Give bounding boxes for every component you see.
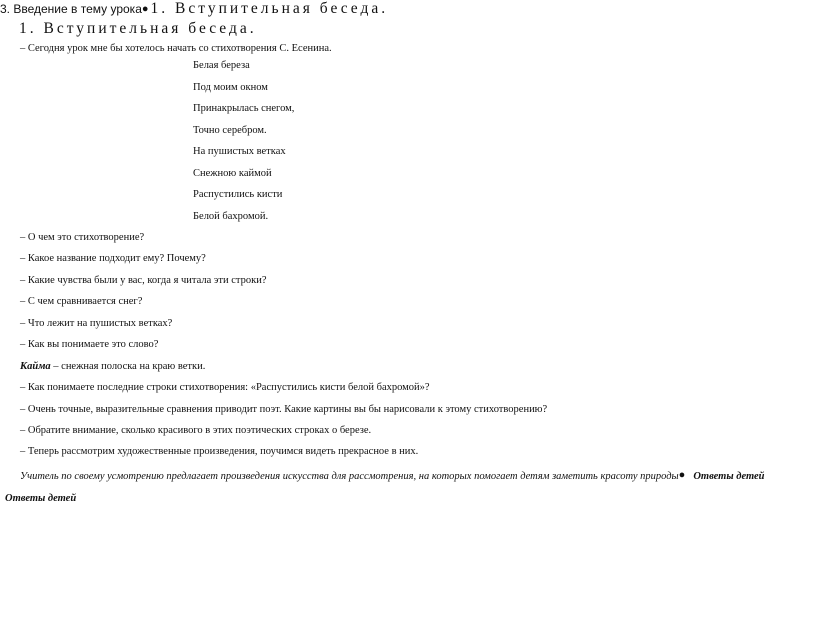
intro-text: – Сегодня урок мне бы хотелось начать со стихотворения С. Есенина.	[20, 43, 332, 54]
question-line: – Какое название подходит ему? Почему?	[20, 253, 206, 264]
section-heading: 1. Вступительная беседа.	[19, 20, 257, 37]
poem-line: Под моим окном	[193, 82, 268, 93]
header-title: 1. Вступительная беседа.	[150, 0, 389, 17]
answers-label: Ответы детей	[693, 471, 765, 482]
question-line: – О чем это стихотворение?	[20, 232, 145, 243]
question-line: – Теперь рассмотрим художественные произведения, поучимся видеть прекрасное в них.	[20, 446, 419, 457]
question-line: – Очень точные, выразительные сравнения приводит поэт. Какие картины вы бы нарисовали к этому стихотворению?	[20, 404, 548, 415]
question-line: – Какие чувства были у вас, когда я читала эти строки?	[20, 275, 267, 286]
teacher-note-line	[20, 469, 765, 482]
question-line: – Обратите внимание, сколько красивого в этих поэтических строках о березе.	[20, 425, 372, 436]
definition-line	[20, 361, 205, 372]
header-line	[0, 0, 388, 18]
definition-text: – снежная полоска на краю ветки.	[50, 361, 206, 372]
question-line: – Как понимаете последние строки стихотворения: «Распустились кисти белой бахромой»?	[20, 382, 430, 393]
answers-label: Ответы детей	[5, 493, 77, 504]
poem-line: Белой бахромой.	[193, 211, 269, 222]
bullet-icon: ●	[141, 3, 149, 15]
question-line: – Как вы понимаете это слово?	[20, 339, 159, 350]
teacher-note: Учитель по своему усмотрению предлагает произведения искусства для рассмотрения, на которых помогает детям заметить красоту природы	[20, 471, 679, 482]
question-line: – С чем сравнивается снег?	[20, 296, 143, 307]
poem-line: Белая береза	[193, 60, 250, 71]
question-line: – Что лежит на пушистых ветках?	[20, 318, 173, 329]
poem-line: Снежною каймой	[193, 168, 272, 179]
bullet-icon: ●	[678, 469, 686, 481]
poem-line: На пушистых ветках	[193, 146, 286, 157]
definition-term: Кайма	[20, 361, 51, 372]
poem-line: Принакрылась снегом,	[193, 103, 295, 114]
poem-line: Точно серебром.	[193, 125, 267, 136]
poem-line: Распустились кисти	[193, 189, 283, 200]
section-label: 3. Введение в тему урока	[0, 2, 142, 16]
